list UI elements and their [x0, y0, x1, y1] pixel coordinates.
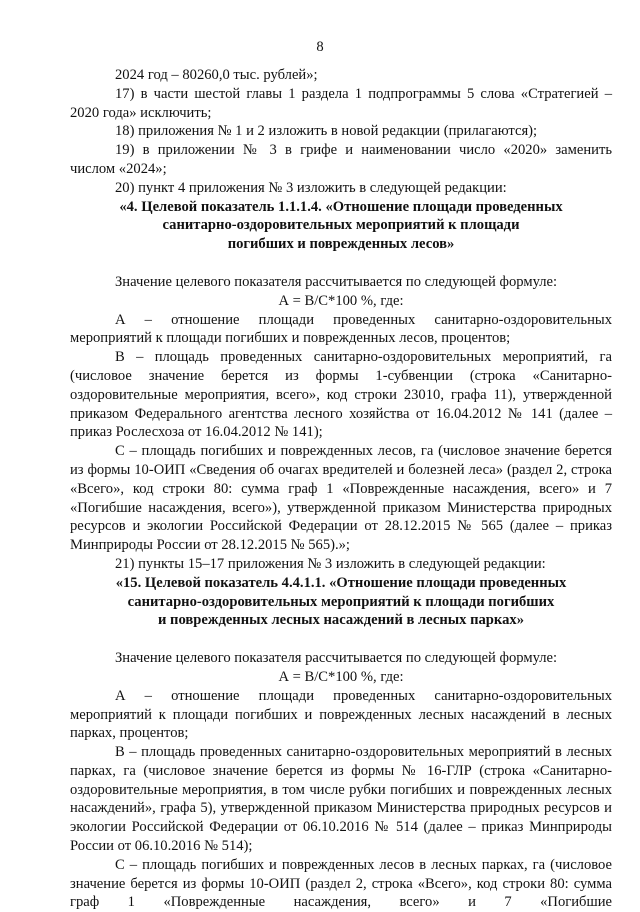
- paragraph: В – площадь проведенных санитарно-оздоровительных мероприятий в лесных парках, га (числовое значение берется из формы № 16-ГЛР (строка «Санитарно-оздоровительные мероприятия, в том числе рубки погибших и поврежденных лесных насаждений», графа 5), утвержденной приказом Министерства природных ресурсов и экологии Российской Федерации от 06.10.2016 № 514 (далее – приказ Минприроды России от 06.10.2016 № 514);: [70, 744, 612, 855]
- paragraph: Значение целевого показателя рассчитывается по следующей формуле:: [115, 273, 558, 290]
- paragraph: числом «2024»;: [70, 160, 167, 177]
- paragraph: 21) пункты 15–17 приложения № 3 изложить в следующей редакции:: [115, 555, 546, 572]
- paragraph: А = В/С*100 %, где:: [278, 292, 404, 309]
- section-heading-line: санитарно-оздоровительных мероприятий к площади погибших: [127, 593, 555, 610]
- paragraph: С – площадь погибших и поврежденных лесов, га (числовое значение берется из формы 10-ОИП «Сведения об очагах вредителей и болезней леса» (раздел 2, строка «Всего», код строки 80: сумма граф 1 «Поврежденные насаждения, всего» и 7 «Погибшие насаждения, всего»), утвержденной приказом Министерства природных ресурсов и экологии Российской Федерации от 28.12.2015 № 565 (далее – приказ Минприроды России от 28.12.2015 № 565).»;: [70, 443, 612, 554]
- spacer: [70, 630, 612, 649]
- paragraph: 18) приложения № 1 и 2 изложить в новой редакции (прилагаются);: [115, 123, 538, 140]
- paragraph: 2024 год – 80260,0 тыс. рублей»;: [115, 67, 318, 83]
- section-heading-line: санитарно-оздоровительных мероприятий к площади: [162, 217, 520, 234]
- paragraph: 17) в части шестой главы 1 раздела 1 подпрограммы 5 слова «Стратегией –: [115, 85, 612, 102]
- paragraph: 19) в приложении № 3 в грифе и наименовании число «2020» заменить: [115, 142, 612, 159]
- paragraph: А – отношение площади проведенных санитарно-оздоровительных мероприятий к площади погибших и поврежденных лесных насаждений в лесных парках, процентов;: [70, 687, 612, 742]
- paragraph: А = В/С*100 %, где:: [278, 668, 404, 685]
- paragraph: Значение целевого показателя рассчитывается по следующей формуле:: [115, 650, 558, 667]
- document-body: [70, 66, 612, 912]
- paragraph: 2020 года» исключить;: [70, 104, 212, 121]
- section-heading-line: «15. Целевой показатель 4.4.1.1. «Отношение площади проведенных: [115, 574, 567, 591]
- section-heading-line: погибших и поврежденных лесов»: [227, 236, 455, 253]
- paragraph: С – площадь погибших и поврежденных лесов в лесных парках, га (числовое значение берется из формы 10-ОИП (раздел 2, строка «Всего», код строки 80: сумма граф 1 «Поврежденные насаждения, всего» и 7 «Погибшие: [70, 856, 612, 911]
- paragraph: А – отношение площади проведенных санитарно-оздоровительных мероприятий к площади погибших и поврежденных лесов, процентов;: [70, 311, 612, 347]
- paragraph: 20) пункт 4 приложения № 3 изложить в следующей редакции:: [115, 179, 507, 196]
- spacer: [70, 254, 612, 273]
- section-heading-line: и поврежденных лесных насаждений в лесных парках»: [157, 612, 524, 629]
- section-heading-line: «4. Целевой показатель 1.1.1.4. «Отношение площади проведенных: [119, 198, 563, 215]
- page-number: 8: [316, 39, 324, 55]
- paragraph: В – площадь проведенных санитарно-оздоровительных мероприятий, га (числовое значение берется из формы 1-субвенции (строка «Санитарно-оздоровительные мероприятия, всего», код строки 23010, графа 11), утвержденной приказом Федерального агентства лесного хозяйства от 16.04.2012 № 141 (далее – приказ Рослесхоза от 16.04.2012 № 141);: [70, 349, 612, 441]
